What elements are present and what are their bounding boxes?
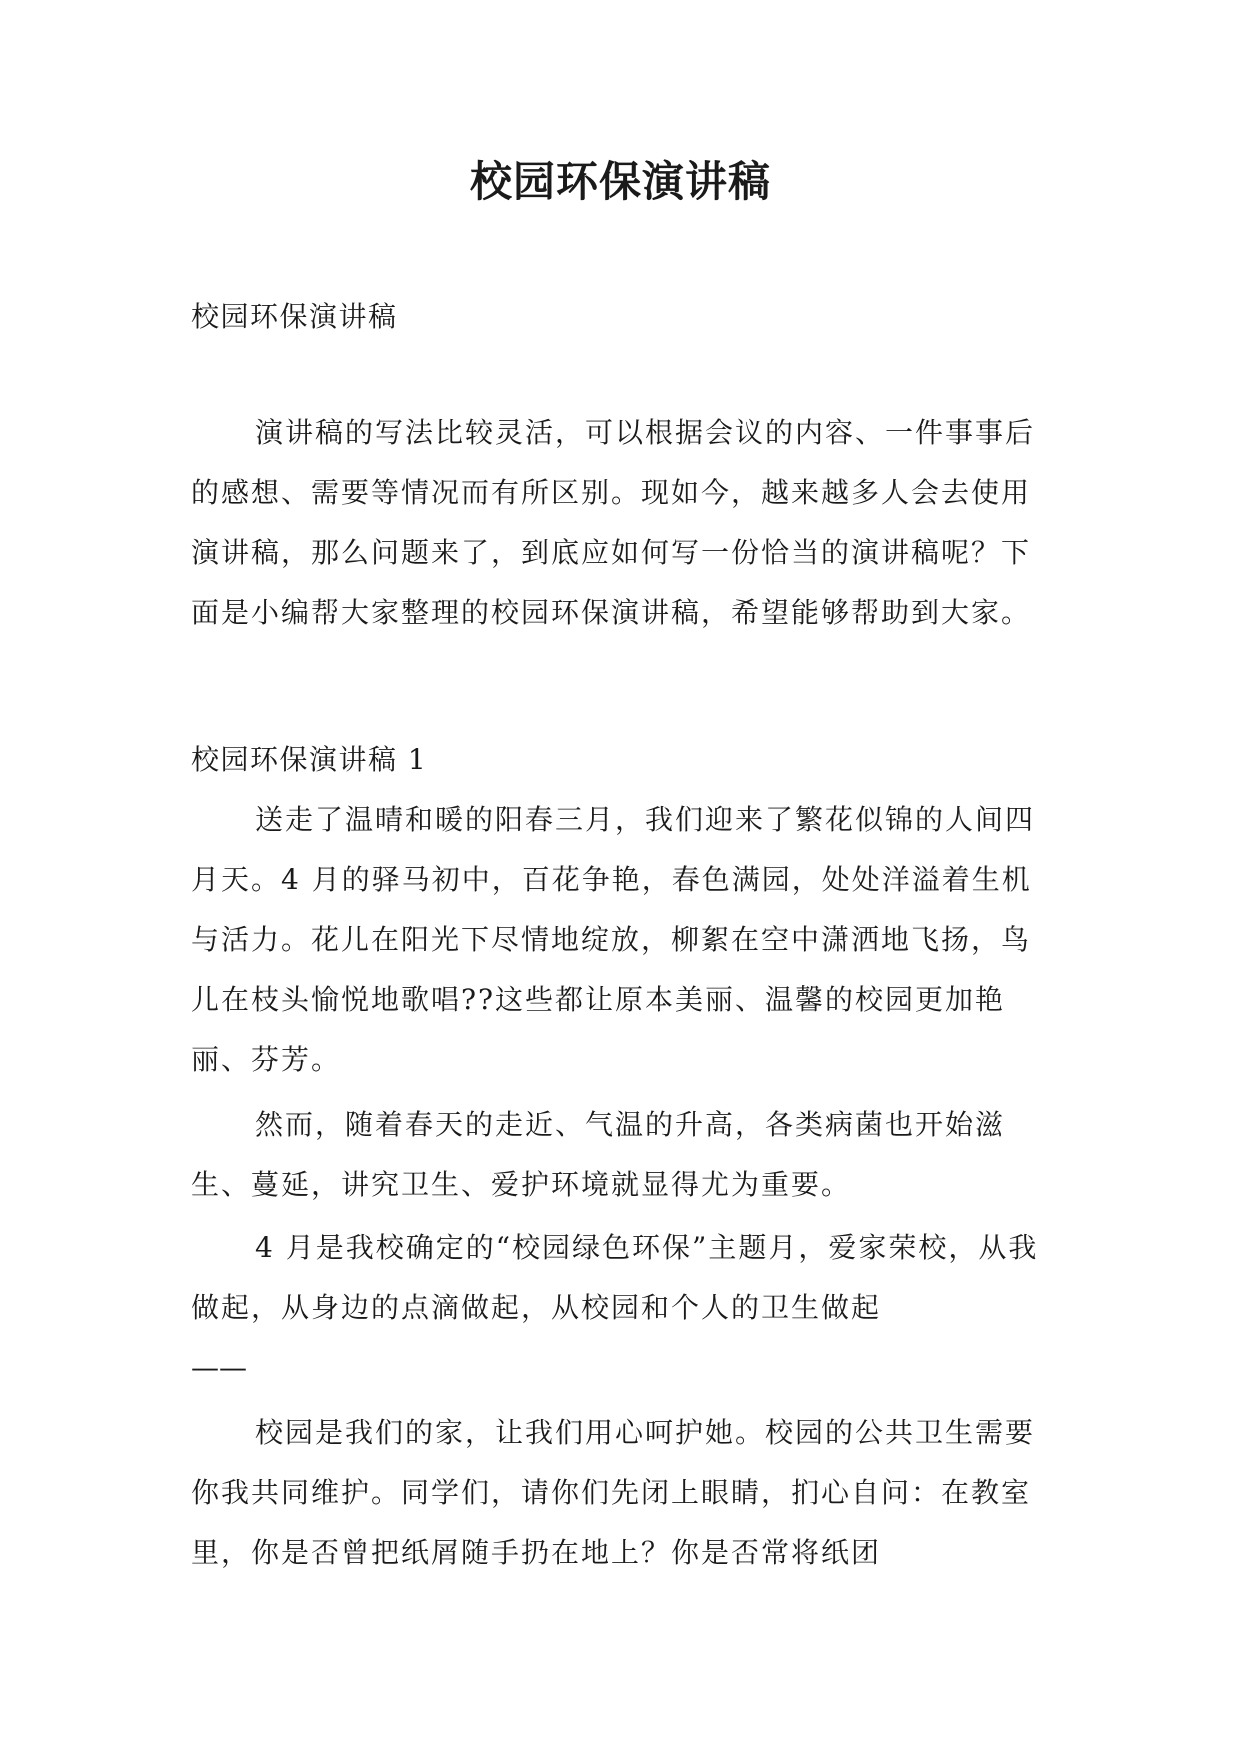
section-heading: 校园环保演讲稿 1 xyxy=(191,743,428,776)
body-paragraph: 然而，随着春天的走近、气温的升高，各类病菌也开始滋生、蔓延，讲究卫生、爱护环境就显得尤为重要。 xyxy=(191,1108,1006,1201)
body-paragraph: 校园是我们的家，让我们用心呵护她。校园的公共卫生需要你我共同维护。同学们，请你们先闭上眼睛，扪心自问：在教室里，你是否曾把纸屑随手扔在地上？你是否常将纸团 xyxy=(191,1416,1036,1569)
intro-paragraph: 演讲稿的写法比较灵活，可以根据会议的内容、一件事事后的感想、需要等情况而有所区别。现如今，越来越多人会去使用演讲稿，那么问题来了，到底应如何写一份恰当的演讲稿呢？下面是小编帮大家整理的校园环保演讲稿，希望能够帮助到大家。 xyxy=(191,416,1036,629)
body-paragraph: 4 月是我校确定的“校园绿色环保”主题月，爱家荣校，从我做起，从身边的点滴做起，从校园和个人的卫生做起 xyxy=(191,1231,1039,1324)
dash-line: —— xyxy=(191,1351,247,1384)
document-subtitle: 校园环保演讲稿 xyxy=(191,300,398,333)
document-title: 校园环保演讲稿 xyxy=(469,157,771,206)
body-paragraph: 送走了温晴和暖的阳春三月，我们迎来了繁花似锦的人间四月天。4 月的驿马初中，百花争艳，春色满园，处处洋溢着生机与活力。花儿在阳光下尽情地绽放，柳絮在空中潇洒地飞扬，鸟儿在枝头愉悦地歌唱??这些都让原本美丽、温馨的校园更加艳丽、芬芳。 xyxy=(191,803,1036,1076)
